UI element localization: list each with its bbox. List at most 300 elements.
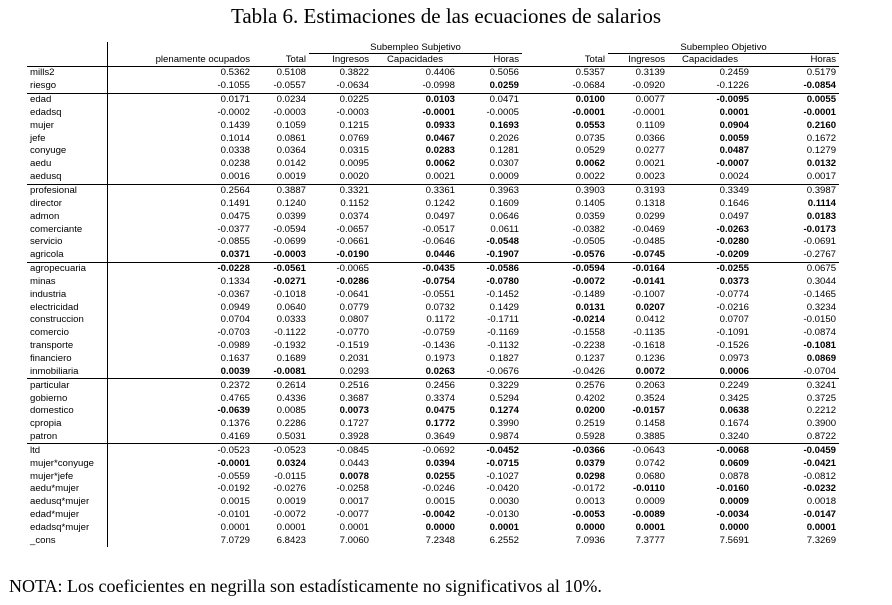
coefficient-cell: -0.0676: [458, 365, 522, 378]
coefficient-cell: 0.1318: [635, 197, 666, 209]
coefficient-cell: -0.0469: [632, 223, 666, 235]
coefficient-cell: 0.2459: [719, 67, 750, 79]
coefficient-cell: 0.0742: [635, 457, 666, 469]
coefficient-cell: 0.0364: [276, 145, 306, 157]
coefficient-cell: 0.1458: [635, 418, 666, 430]
coefficient-cell: -0.0246: [422, 483, 455, 495]
column-header: Capacidades: [372, 54, 458, 67]
coefficient-cell: -0.0271: [273, 275, 306, 287]
coefficient-cell: 0.0171: [220, 94, 250, 106]
table-row: [27, 171, 839, 184]
table-row: [27, 509, 839, 522]
row-label: comerciante: [27, 223, 107, 236]
row-label: conyuge: [27, 145, 107, 158]
coefficient-cell: -0.0001: [217, 457, 250, 469]
coefficient-cell: -0.0561: [273, 263, 306, 275]
coefficient-cell: -0.0594: [572, 263, 606, 275]
row-label: aedusq: [27, 171, 107, 184]
coefficient-cell: 0.0553: [575, 119, 606, 131]
coefficient-cell: -0.0812: [803, 470, 837, 482]
coefficient-cell: 0.5108: [276, 67, 306, 79]
coefficient-cell: -0.0232: [803, 483, 837, 495]
coefficient-cell: -0.0759: [422, 327, 455, 339]
coefficient-cell: -0.1169: [487, 327, 520, 339]
table-row: [27, 314, 839, 327]
coefficient-cell: 0.1727: [339, 418, 369, 430]
coefficient-cell: 0.0000: [575, 521, 606, 533]
coefficient-cell: -0.0699: [273, 236, 306, 248]
coefficient-cell: -0.0557: [253, 80, 309, 93]
coefficient-cell: 0.0904: [719, 119, 750, 131]
coefficient-cell: -0.0065: [336, 263, 369, 275]
coefficient-cell: 0.0646: [489, 210, 520, 222]
coefficient-cell: 0.3321: [339, 185, 369, 197]
coefficient-cell: 0.0933: [425, 119, 455, 131]
coefficient-cell: 0.0379: [575, 457, 606, 469]
coefficient-cell: 0.0399: [276, 210, 306, 222]
table-row: [27, 301, 839, 314]
coefficient-cell: 0.0059: [719, 132, 750, 144]
coefficient-cell: 0.0019: [253, 171, 309, 184]
table-row: [27, 262, 839, 275]
coefficient-cell: 0.0611: [490, 223, 520, 235]
coefficient-cell: -0.0989: [217, 340, 250, 352]
coefficient-cell: 0.0878: [719, 470, 750, 482]
coefficient-cell: 0.2564: [220, 185, 250, 197]
coefficient-cell: 0.0009: [719, 496, 750, 508]
coefficient-cell: -0.0559: [217, 470, 250, 482]
coefficient-cell: -0.1135: [633, 327, 666, 339]
table-row: [27, 288, 839, 301]
coefficient-cell: -0.0216: [716, 301, 750, 313]
coefficient-cell: 0.0707: [719, 314, 750, 326]
coefficient-cell: 7.5691: [719, 534, 750, 546]
coefficient-cell: -0.0634: [309, 80, 372, 93]
coefficient-cell: 0.0077: [635, 94, 666, 106]
coefficient-cell: 0.0277: [635, 145, 666, 157]
coefficient-cell: -0.0147: [803, 509, 837, 521]
coefficient-cell: 0.0949: [220, 301, 250, 313]
table-row: [27, 457, 839, 470]
coefficient-cell: 0.0207: [635, 301, 666, 313]
coefficient-cell: -0.0192: [217, 483, 250, 495]
coefficient-cell: -0.0523: [273, 444, 306, 456]
coefficient-cell: -0.0280: [716, 236, 750, 248]
row-label: jefe: [27, 132, 107, 145]
coefficient-cell: -0.0845: [336, 444, 369, 456]
coefficient-cell: 0.0315: [339, 145, 369, 157]
coefficient-cell: 0.5031: [253, 431, 309, 444]
coefficient-cell: 0.1405: [575, 197, 606, 209]
table-row: [27, 327, 839, 340]
row-label: aedu*mujer: [27, 483, 107, 496]
coefficient-cell: 0.0529: [575, 145, 606, 157]
row-label: comercio: [27, 327, 107, 340]
coefficient-cell: -0.1932: [273, 340, 306, 352]
coefficient-cell: 0.3524: [635, 392, 666, 404]
coefficient-cell: 0.1215: [339, 119, 369, 131]
table-row: [27, 522, 839, 535]
coefficient-cell: 0.1172: [426, 314, 455, 326]
coefficient-cell: 0.2576: [575, 379, 606, 391]
row-label: servicio: [27, 236, 107, 249]
coefficient-cell: 0.0487: [719, 145, 750, 157]
table-row: [27, 353, 839, 366]
coefficient-cell: 0.2160: [806, 119, 837, 131]
coefficient-cell: 0.2031: [339, 352, 369, 364]
coefficient-cell: 0.0769: [339, 132, 369, 144]
table-row: [27, 470, 839, 483]
coefficient-cell: 0.0366: [635, 132, 666, 144]
coefficient-cell: 0.2516: [339, 379, 369, 391]
group-header-objetivo: Subempleo Objetivo: [608, 42, 839, 54]
coefficient-cell: -0.0001: [632, 106, 666, 118]
coefficient-cell: -0.0643: [632, 444, 666, 456]
coefficient-cell: -0.1027: [486, 470, 520, 482]
row-label: minas: [27, 276, 107, 289]
coefficient-cell: -0.0548: [486, 236, 520, 248]
column-header: Horas: [752, 54, 839, 67]
coefficient-cell: 0.0072: [608, 365, 668, 378]
coefficient-cell: 0.0234: [276, 94, 306, 106]
coefficient-cell: 7.3269: [806, 534, 837, 546]
coefficient-cell: 0.4202: [575, 392, 606, 404]
coefficient-cell: -0.0715: [486, 457, 520, 469]
coefficient-cell: 0.3044: [806, 275, 837, 287]
row-label: agricola: [27, 249, 107, 262]
coefficient-cell: -0.1436: [422, 340, 455, 352]
coefficient-cell: -0.1007: [632, 288, 666, 300]
coefficient-cell: 7.0729: [220, 534, 250, 546]
coefficient-cell: 0.0001: [220, 521, 250, 533]
coefficient-cell: 0.1646: [719, 197, 750, 209]
coefficient-cell: -0.0704: [752, 365, 839, 378]
coefficient-cell: -0.0576: [522, 249, 608, 262]
row-label: edad*mujer: [27, 509, 107, 522]
row-label: gobierno: [27, 392, 107, 405]
coefficient-cell: 0.1609: [489, 197, 520, 209]
table-row: [27, 276, 839, 289]
coefficient-cell: -0.1452: [486, 288, 520, 300]
coefficient-cell: -0.0003: [273, 106, 306, 118]
row-label: admon: [27, 210, 107, 223]
row-label: financiero: [27, 353, 107, 366]
coefficient-cell: 0.0471: [489, 94, 520, 106]
coefficient-cell: -0.1618: [632, 340, 666, 352]
coefficient-cell: -0.0150: [803, 314, 837, 326]
row-label: electricidad: [27, 301, 107, 314]
coefficient-cell: 0.0338: [220, 145, 250, 157]
coefficient-cell: 0.0497: [425, 210, 455, 222]
coefficient-cell: -0.0130: [486, 509, 520, 521]
coefficient-cell: 0.5294: [489, 392, 520, 404]
coefficient-cell: 0.5362: [220, 67, 250, 79]
coefficient-cell: -0.1465: [803, 288, 837, 300]
coefficient-cell: 0.1109: [636, 119, 666, 131]
coefficient-cell: 0.0131: [575, 301, 606, 313]
coefficient-cell: 0.0446: [372, 249, 458, 262]
coefficient-cell: 0.1672: [806, 132, 837, 144]
coefficient-cell: 0.3229: [489, 379, 520, 391]
coefficient-cell: 0.0001: [635, 521, 666, 533]
coefficient-cell: 0.0078: [339, 470, 369, 482]
coefficient-cell: 0.0013: [575, 496, 606, 508]
coefficient-cell: -0.0586: [486, 263, 520, 275]
coefficient-cell: -0.1018: [273, 288, 306, 300]
coefficient-cell: -0.0998: [372, 80, 458, 93]
row-label: transporte: [27, 340, 107, 353]
coefficient-cell: -0.1226: [668, 80, 752, 93]
row-label: riesgo: [27, 80, 107, 93]
row-label: patron: [27, 431, 107, 444]
coefficient-cell: 0.0021: [635, 158, 666, 170]
table-row: [27, 392, 839, 405]
coefficient-cell: 0.0359: [575, 210, 606, 222]
table-row: [27, 444, 839, 457]
row-label: particular: [27, 379, 107, 392]
coefficient-cell: 0.3963: [489, 185, 520, 197]
coefficient-cell: 0.0371: [107, 249, 253, 262]
coefficient-cell: 0.0021: [372, 171, 458, 184]
coefficient-cell: 0.1772: [425, 418, 455, 430]
coefficient-cell: -0.0003: [253, 249, 309, 262]
coefficient-cell: 0.1014: [220, 132, 250, 144]
coefficient-cell: -0.0639: [217, 405, 250, 417]
row-label: inmobiliaria: [27, 365, 107, 378]
coefficient-cell: 0.3193: [635, 185, 666, 197]
coefficient-cell: -0.0874: [803, 327, 837, 339]
table-row: [27, 483, 839, 496]
coefficient-cell: 0.0238: [220, 158, 250, 170]
coefficient-cell: -0.0377: [217, 223, 250, 235]
coefficient-cell: 0.4336: [276, 392, 306, 404]
row-label: aedu: [27, 158, 107, 171]
coefficient-cell: -0.0703: [217, 327, 250, 339]
coefficient-cell: -0.1081: [803, 340, 837, 352]
coefficient-cell: 0.0001: [719, 106, 750, 118]
coefficient-cell: 0.0062: [425, 158, 455, 170]
coefficient-cell: -0.1711: [487, 314, 520, 326]
coefficient-cell: 0.3240: [668, 431, 752, 444]
coefficient-cell: 0.0017: [752, 171, 839, 184]
coefficient-cell: 0.0015: [220, 496, 250, 508]
coefficient-cell: -0.0426: [522, 365, 608, 378]
column-header: Horas: [458, 54, 522, 67]
coefficient-cell: -0.1526: [716, 340, 750, 352]
coefficient-cell: 0.3361: [425, 185, 455, 197]
group-header-subjetivo: Subempleo Subjetivo: [309, 42, 522, 54]
table-row: [27, 236, 839, 249]
coefficient-cell: -0.0173: [803, 223, 837, 235]
coefficient-cell: -0.0657: [336, 223, 369, 235]
coefficient-cell: 0.0735: [575, 132, 606, 144]
coefficient-cell: 0.1152: [340, 197, 369, 209]
coefficient-cell: -0.0164: [632, 263, 666, 275]
coefficient-cell: 7.0060: [339, 534, 369, 546]
coefficient-cell: 0.0055: [806, 94, 837, 106]
coefficient-cell: -0.0594: [273, 223, 306, 235]
coefficient-cell: -0.0255: [716, 263, 750, 275]
coefficient-cell: 0.0259: [458, 80, 522, 93]
coefficient-cell: 0.0085: [276, 405, 306, 417]
coefficient-cell: -0.1091: [716, 327, 750, 339]
coefficient-cell: 0.0019: [276, 496, 306, 508]
row-label: mills2: [27, 67, 107, 80]
coefficient-cell: -0.0001: [803, 106, 837, 118]
coefficient-cell: 0.5179: [806, 67, 837, 79]
column-header: Ingresos: [309, 54, 372, 67]
row-label: aedusq*mujer: [27, 496, 107, 509]
coefficient-cell: 0.3425: [719, 392, 750, 404]
coefficient-cell: 7.0936: [575, 534, 606, 546]
coefficient-cell: 0.0374: [339, 210, 369, 222]
table-row: [27, 340, 839, 353]
coefficient-cell: -0.0382: [572, 223, 606, 235]
row-label: edad: [27, 93, 107, 106]
coefficient-cell: 0.0018: [806, 496, 837, 508]
coefficient-cell: -0.0258: [336, 483, 369, 495]
coefficient-cell: 0.0443: [339, 457, 369, 469]
coefficient-cell: -0.0421: [803, 457, 837, 469]
table-row: [27, 249, 839, 262]
coefficient-cell: 0.0062: [575, 158, 606, 170]
table-row: [27, 80, 839, 93]
column-header-row: [27, 54, 839, 67]
coefficient-cell: -0.2238: [572, 340, 606, 352]
coefficient-cell: 0.0183: [806, 210, 837, 222]
coefficient-cell: -0.0101: [217, 509, 250, 521]
coefficient-cell: 0.0024: [668, 171, 752, 184]
coefficient-cell: -0.1489: [572, 288, 606, 300]
coefficient-cell: -0.0523: [217, 444, 250, 456]
coefficient-cell: -0.1558: [572, 327, 606, 339]
table-row: [27, 365, 839, 378]
coefficient-cell: 0.1674: [719, 418, 750, 430]
coefficient-cell: 0.1279: [806, 145, 837, 157]
coefficient-cell: -0.0459: [803, 444, 837, 456]
coefficient-cell: 0.0023: [608, 171, 668, 184]
coefficient-cell: -0.0745: [608, 249, 668, 262]
coefficient-cell: -0.0551: [422, 288, 455, 300]
coefficient-cell: 0.0973: [719, 352, 750, 364]
table-row: [27, 223, 839, 236]
coefficient-cell: 0.2372: [220, 379, 250, 391]
coefficient-cell: 0.3885: [608, 431, 668, 444]
coefficient-cell: -0.0172: [572, 483, 606, 495]
coefficient-cell: -0.2767: [752, 249, 839, 262]
column-header: plenamente ocupados: [107, 54, 253, 67]
coefficient-cell: -0.0160: [716, 483, 750, 495]
coefficient-cell: -0.0854: [752, 80, 839, 93]
coefficient-cell: 0.3990: [489, 418, 520, 430]
coefficient-cell: 7.3777: [635, 534, 666, 546]
coefficient-cell: -0.0855: [217, 236, 250, 248]
coefficient-cell: 0.0030: [489, 496, 520, 508]
table-row: [27, 132, 839, 145]
coefficient-cell: 0.0001: [489, 521, 520, 533]
coefficient-cell: 0.5056: [489, 67, 520, 79]
coefficient-cell: 0.1973: [425, 352, 455, 364]
coefficient-cell: -0.0001: [572, 106, 606, 118]
coefficient-cell: -0.0002: [217, 106, 250, 118]
coefficient-cell: -0.0780: [486, 275, 520, 287]
coefficient-cell: 0.0475: [220, 210, 250, 222]
coefficient-cell: 0.1240: [276, 197, 306, 209]
coefficient-cell: -0.0505: [572, 236, 606, 248]
coefficient-cell: -0.0089: [632, 509, 666, 521]
row-label: edadsq: [27, 107, 107, 120]
coefficient-cell: 0.0015: [425, 496, 455, 508]
coefficient-cell: 0.0020: [309, 171, 372, 184]
table-row: [27, 67, 839, 80]
row-label: industria: [27, 288, 107, 301]
salary-estimates-table: [27, 42, 839, 547]
coefficient-cell: 0.1114: [807, 197, 837, 209]
coefficient-cell: 0.0001: [806, 521, 837, 533]
coefficient-cell: 0.2063: [635, 379, 666, 391]
coefficient-cell: -0.0034: [716, 509, 750, 521]
coefficient-cell: -0.0517: [422, 223, 455, 235]
coefficient-cell: 0.0394: [425, 457, 455, 469]
coefficient-cell: 0.1637: [220, 352, 250, 364]
coefficient-cell: -0.0209: [668, 249, 752, 262]
coefficient-cell: 0.0263: [372, 365, 458, 378]
table-row: [27, 405, 839, 418]
coefficient-cell: 0.1689: [276, 352, 306, 364]
table-row: [27, 379, 839, 392]
row-label: mujer: [27, 119, 107, 132]
coefficient-cell: 0.4765: [220, 392, 250, 404]
coefficient-cell: 0.1281: [489, 145, 520, 157]
table-row: [27, 107, 839, 120]
coefficient-cell: 0.0103: [425, 94, 455, 106]
coefficient-cell: 0.1274: [489, 405, 520, 417]
coefficient-cell: 0.0000: [719, 521, 750, 533]
coefficient-cell: 0.0373: [719, 275, 750, 287]
coefficient-cell: 0.0467: [425, 132, 455, 144]
coefficient-cell: -0.0214: [572, 314, 606, 326]
coefficient-cell: 0.3139: [635, 67, 666, 79]
coefficient-cell: -0.0072: [273, 509, 306, 521]
coefficient-cell: 0.0100: [575, 94, 606, 106]
row-label: domestico: [27, 405, 107, 418]
coefficient-cell: 0.0022: [522, 171, 608, 184]
coefficient-cell: 0.3928: [309, 431, 372, 444]
table-note: NOTA: Los coeficientes en negrilla son estadísticamente no significativos al 10%.: [9, 576, 602, 596]
coefficient-cell: -0.0068: [716, 444, 750, 456]
coefficient-cell: -0.0095: [716, 94, 750, 106]
coefficient-cell: -0.0367: [217, 288, 250, 300]
coefficient-cell: 0.0609: [719, 457, 750, 469]
coefficient-cell: 0.9874: [458, 431, 522, 444]
coefficient-cell: -0.0286: [336, 275, 369, 287]
table-row: [27, 184, 839, 197]
coefficient-cell: 7.2348: [425, 534, 455, 546]
coefficient-cell: 0.0001: [276, 521, 306, 533]
coefficient-cell: 0.0307: [489, 158, 520, 170]
coefficient-cell: 0.1491: [220, 197, 250, 209]
coefficient-cell: -0.0276: [273, 483, 306, 495]
coefficient-cell: 0.0017: [339, 496, 369, 508]
coefficient-cell: 0.1334: [220, 275, 250, 287]
coefficient-cell: -0.0485: [632, 236, 666, 248]
table-body: [27, 67, 839, 548]
coefficient-cell: 0.3725: [806, 392, 837, 404]
coefficient-cell: 0.0704: [220, 314, 250, 326]
coefficient-cell: 0.0675: [806, 263, 837, 275]
table-row: [27, 431, 839, 444]
coefficient-cell: 0.3649: [372, 431, 458, 444]
